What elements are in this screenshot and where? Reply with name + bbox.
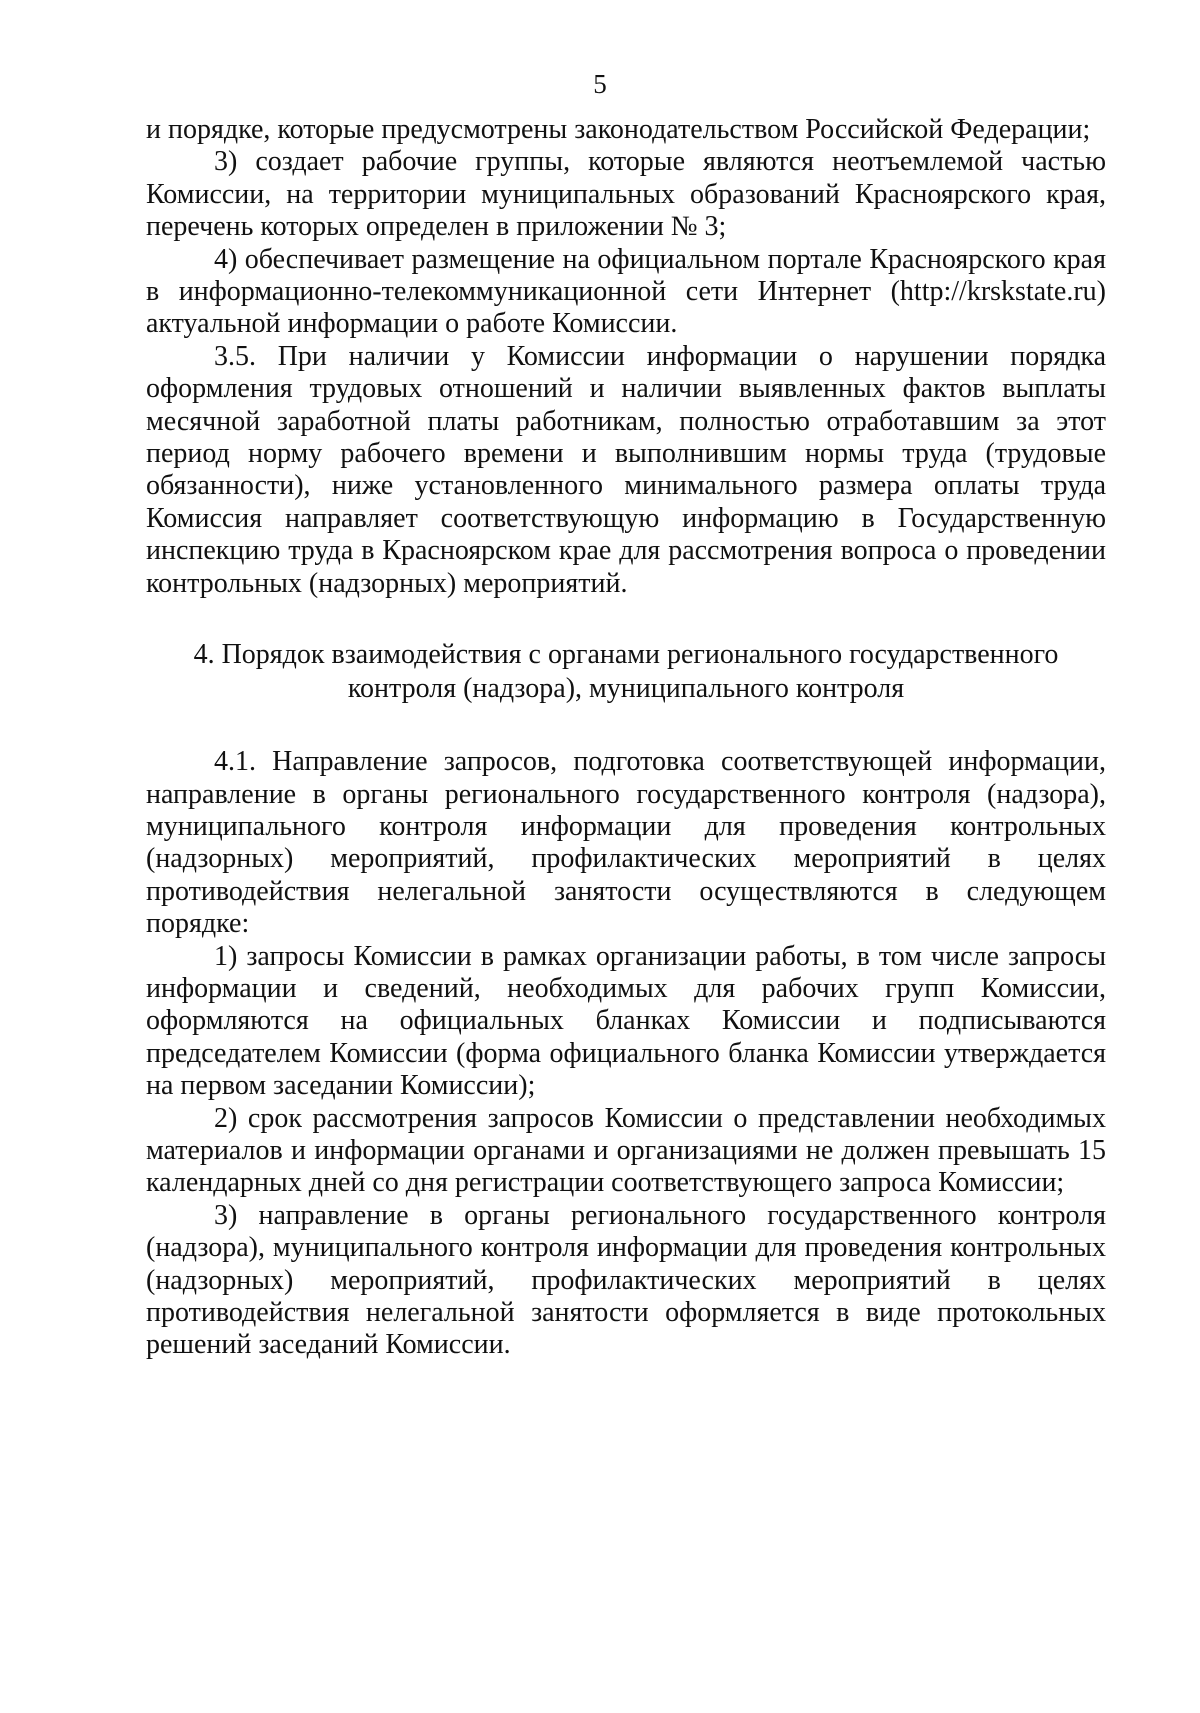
- paragraph-item-3: 3) создает рабочие группы, которые являются неотъемлемой частью Комиссии, на территории муниципальных образований Красноярского края, перечень которых определен в приложении № 3;: [146, 146, 1106, 243]
- paragraph-4-1: 4.1. Направление запросов, подготовка соответствующей информации, направление в органы регионального государственного контроля (надзора), муниципального контроля информации для проведения контрольных (надзорных) мероприятий, профилактических мероприятий в целях противодействия нелегальной занятости осуществляются в следующем порядке:: [146, 746, 1106, 940]
- paragraph-continuation: и порядке, которые предусмотрены законодательством Российской Федерации;: [146, 114, 1091, 145]
- section-4-heading: [146, 638, 1106, 706]
- paragraph-4-1-item-1: 1) запросы Комиссии в рамках организации работы, в том числе запросы информации и сведений, необходимых для рабочих групп Комиссии, оформляются на официальных бланках Комиссии и подписываются председателем Комиссии (форма официального бланка Комиссии утверждается на первом заседании Комиссии);: [146, 940, 1106, 1102]
- document-body: [146, 114, 1106, 1362]
- page-number: 5: [593, 69, 607, 99]
- paragraph-4-1-item-3: 3) направление в органы регионального государственного контроля (надзора), муниципального контроля информации для проведения контрольных (надзорных) мероприятий, профилактических мероприятий в целях противодействия нелегальной занятости оформляется в виде протокольных решений заседаний Комиссии.: [146, 1199, 1106, 1361]
- paragraph-3-5: 3.5. При наличии у Комиссии информации о нарушении порядка оформления трудовых отношений и наличии выявленных фактов выплаты месячной заработной платы работникам, полностью отработавшим за этот период норму рабочего времени и выполнившим нормы труда (трудовые обязанности), ниже установленного минимального размера оплаты труда Комиссия направляет соответствующую информацию в Государственную инспекцию труда в Красноярском крае для рассмотрения вопроса о проведении контрольных (надзорных) мероприятий.: [146, 340, 1106, 599]
- paragraph-4-1-item-2: 2) срок рассмотрения запросов Комиссии о представлении необходимых материалов и информации органами и организациями не должен превышать 15 календарных дней со дня регистрации соответствующего запроса Комиссии;: [146, 1102, 1106, 1199]
- paragraph-item-4: 4) обеспечивает размещение на официальном портале Красноярского края в информационно-телекоммуникационной сети Интернет (http://krskstate.ru) актуальной информации о работе Комиссии.: [146, 243, 1106, 340]
- section-4-heading-line-2: контроля (надзора), муниципального контроля: [347, 673, 905, 705]
- section-4-heading-line-1: 4. Порядок взаимодействия с органами регионального государственного: [193, 639, 1059, 671]
